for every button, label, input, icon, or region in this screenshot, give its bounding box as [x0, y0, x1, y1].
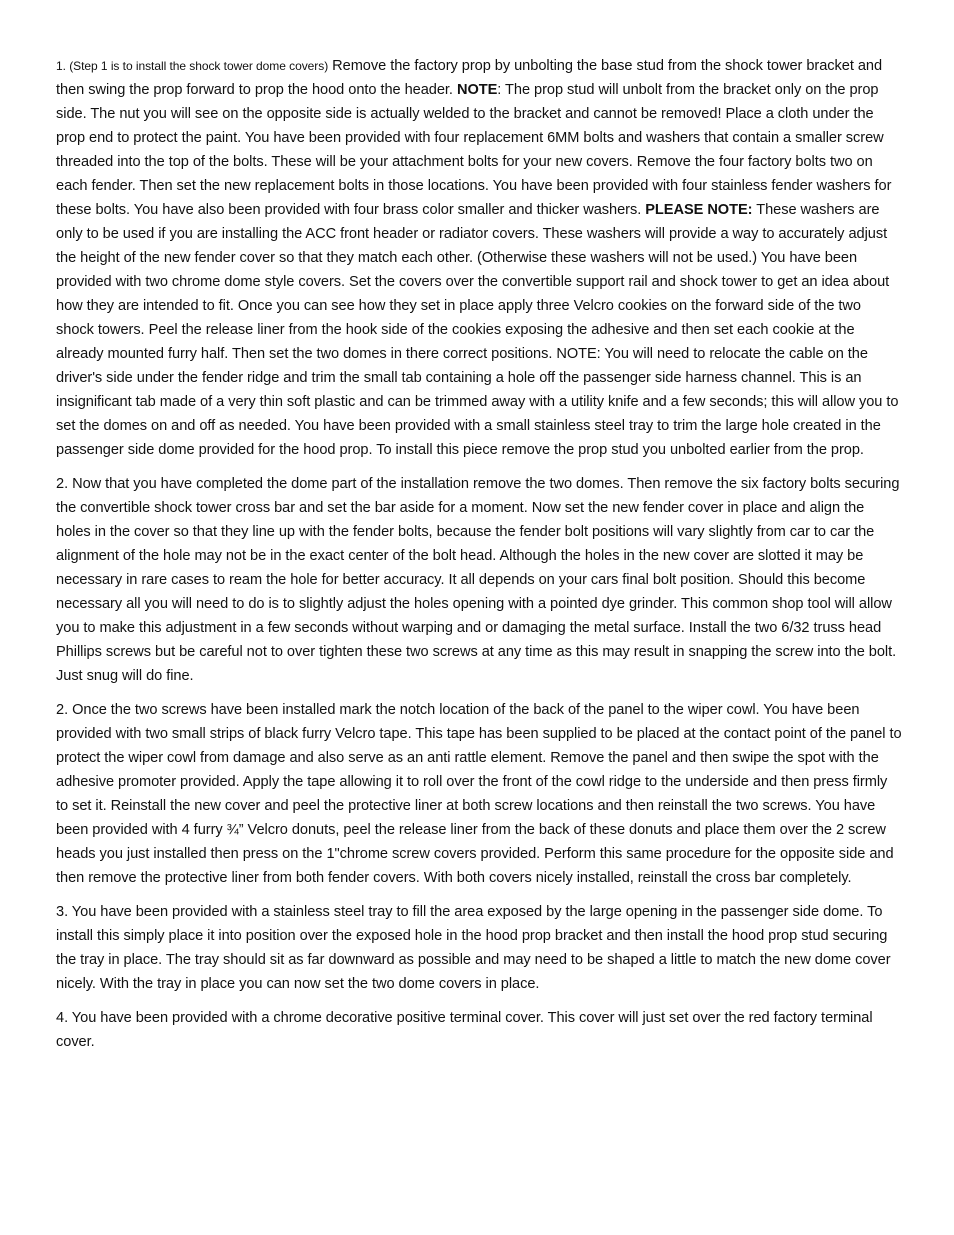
text-run: Remove the factory prop by unbolting the base stud from the shock tower bracket and then swing the prop forward to prop the hood onto the header.: [56, 58, 883, 98]
please-note-label: PLEASE NOTE:: [645, 202, 753, 218]
step-4-paragraph: [56, 1006, 902, 1054]
text-run: 2. Once the two screws have been installed mark the notch location of the back of the panel to the wiper cowl. You have been provided with two small strips of black furry Velcro tape. This tape has been supplied to be placed at the contact point of the panel to protect the wiper cowl from damage and also serve as an anti rattle element. Remove the panel and then swipe the spot with the adhesive promoter provided. Apply the tape allowing it to roll over the front of the cowl ridge to the underside and then press firmly to set it. Reinstall the new cover and peel the protective liner at both screw locations and then reinstall the two screws. You have been provided with 4 furry ¾” Velcro donuts, peel the release liner from the back of these donuts and place them over the 2 screw heads you just installed then press on the 1"chrome screw covers provided. Perform this same procedure for the opposite side and then remove the protective liner from both fender covers. With both covers nicely installed, reinstall the cross bar completely.: [56, 702, 902, 886]
text-run: 3. You have been provided with a stainless steel tray to fill the area exposed by the large opening in the passenger side dome. To install this simply place it into position over the exposed hole in the hood prop bracket and then install the hood prop stud securing the tray in place. The tray should sit as far downward as possible and may need to be shaped a little to match the new dome cover nicely. With the tray in place you can now set the two dome covers in place.: [56, 904, 891, 992]
text-run: : The prop stud will unbolt from the bracket only on the prop side. The nut you will see on the opposite side is actually welded to the bracket and cannot be removed! Place a cloth under the prop end to protect the paint. You have been provided with four replacement 6MM bolts and washers that contain a smaller screw threaded into the top of the bolts. These will be your attachment bolts for your new covers. Remove the four factory bolts two on each fender. Then set the new replacement bolts in those locations. You have been provided with four stainless fender washers for these bolts. You have also been provided with four brass color smaller and thicker washers.: [56, 82, 892, 218]
text-run: 4. You have been provided with a chrome decorative positive terminal cover. This cover will just set over the red factory terminal cover.: [56, 1010, 873, 1050]
text-run: 2. Now that you have completed the dome part of the installation remove the two domes. Then remove the six factory bolts securing the convertible shock tower cross bar and set the bar aside for a moment. Now set the new fender cover in place and align the holes in the cover so that they line up with the fender bolts, because the fender bolt positions will vary slightly from car to car the alignment of the hole may not be in the exact center of the bolt head. Although the holes in the new cover are slotted it may be necessary in rare cases to ream the hole for better accuracy. It all depends on your cars final bolt position. Should this become necessary all you will need to do is to slightly adjust the holes opening with a pointed dye grinder. This common shop tool will allow you to make this adjustment in a few seconds without warping and or damaging the metal surface. Install the two 6/32 truss head Phillips screws but be careful not to over tighten these two screws at any time as this may result in snapping the screw into the bolt. Just snug will do fine.: [56, 476, 900, 684]
text-run: These washers are only to be used if you are installing the ACC front header or radiator covers. These washers will provide a way to accurately adjust the height of the new fender cover so that they match each other. (Otherwise these washers will not be used.) You have been provided with two chrome dome style covers. Set the covers over the convertible support rail and shock tower to get an idea about how they are intended to fit. Once you can see how they set in place apply three Velcro cookies on the forward side of the two shock towers. Peel the release liner from the hook side of the cookies exposing the adhesive and then set each cookie at the already mounted furry half. Then set the two domes in there correct positions. NOTE: You will need to relocate the cable on the driver's side under the fender ridge and trim the small tab containing a hole off the passenger side harness channel. This is an insignificant tab made of a very thin soft plastic and can be trimmed away with a utility knife and a few seconds; this will allow you to set the domes on and off as needed. You have been provided with a small stainless steel tray to trim the large hole created in the passenger side dome provided for the hood prop. To install this piece remove the prop stud you unbolted earlier from the prop.: [56, 202, 899, 458]
note-label: NOTE: [456, 82, 498, 98]
step-2-paragraph: [56, 472, 902, 688]
step-2b-paragraph: [56, 698, 902, 890]
step-1-intro: 1. (Step 1 is to install the shock tower dome covers): [56, 59, 329, 73]
step-1-paragraph: [56, 54, 902, 462]
step-3-paragraph: [56, 900, 902, 996]
document-page: [56, 54, 902, 1064]
